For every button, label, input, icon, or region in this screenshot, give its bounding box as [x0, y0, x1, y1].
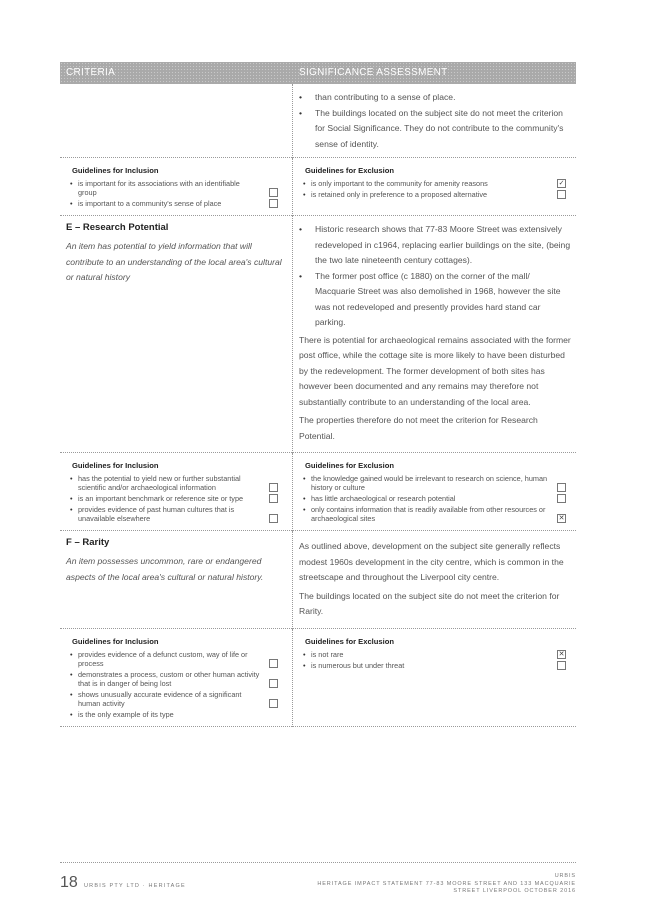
inclusion-heading: Guidelines for Inclusion: [72, 461, 159, 470]
research-criteria-cell: [60, 216, 293, 453]
criterion-title: E – Research Potential: [66, 222, 169, 233]
guideline-item: • has little archaeological or research potential: [299, 494, 572, 503]
checkbox[interactable]: [269, 514, 278, 523]
research-row: [60, 216, 576, 453]
rarity-row: [60, 531, 576, 629]
criteria-header: CRITERIA: [66, 67, 116, 78]
guideline-item: • is only important to the community for amenity reasons ✓: [299, 179, 572, 188]
checkbox[interactable]: [557, 190, 566, 199]
table-header: [60, 62, 576, 84]
rarity-guidelines-row: [60, 629, 576, 727]
criterion-description: An item possesses uncommon, rare or endangered aspects of the local area's cultural or natural history.: [66, 556, 264, 582]
guideline-item: • is retained only in preference to a proposed alternative: [299, 190, 572, 199]
social-assessment-cell: [293, 84, 576, 158]
guideline-item: • is an important benchmark or reference site or type: [66, 494, 284, 503]
guideline-item: • is not rare ✕: [299, 650, 572, 659]
social-bullets: [299, 90, 572, 152]
exclusion-heading: Guidelines for Exclusion: [305, 461, 395, 470]
research-bullets: [299, 222, 572, 331]
significance-table: [60, 62, 576, 727]
paragraph: The buildings located on the subject site do not meet the criterion for Rarity.: [299, 590, 560, 616]
checkbox[interactable]: [269, 699, 278, 708]
guideline-item: • has the potential to yield new or further substantial scientific and/or archaeological information: [66, 474, 284, 492]
checkbox[interactable]: [269, 188, 278, 197]
guideline-item: • demonstrates a process, custom or other human activity that is in danger of being lost: [66, 670, 284, 688]
checkbox[interactable]: [557, 661, 566, 670]
checkbox[interactable]: ✓: [558, 180, 565, 187]
guideline-item: • shows unusually accurate evidence of a significant human activity: [66, 690, 284, 708]
rarity-exclusion: [293, 629, 576, 727]
paragraph: There is potential for archaeological remains associated with the former post office, while the cottage site is more likely to have been disturbed by the redevelopment. The former development of both sites has however been documented and any remains may therefore not substantially contribute to an understanding of the local area.: [299, 334, 571, 407]
checkbox[interactable]: [269, 199, 278, 208]
inclusion-heading: Guidelines for Inclusion: [72, 636, 159, 646]
criterion-title: F – Rarity: [66, 537, 110, 548]
social-row: [60, 84, 576, 158]
guideline-item: • provides evidence of past human cultures that is unavailable elsewhere: [66, 505, 284, 523]
firm-name: URBIS PTY LTD · HERITAGE: [84, 883, 186, 889]
exclusion-heading: Guidelines for Exclusion: [305, 166, 395, 175]
guideline-item: • is the only example of its type: [66, 710, 284, 719]
guideline-item: • provides evidence of a defunct custom, way of life or process: [66, 650, 284, 668]
checkbox[interactable]: ✕: [558, 650, 565, 658]
rarity-assessment-cell: [293, 531, 576, 629]
guideline-item: • the knowledge gained would be irrelevant to research on science, human history or culture: [299, 474, 572, 492]
checkbox[interactable]: [269, 659, 278, 668]
social-criteria-cell: [60, 84, 293, 158]
page-footer: [60, 862, 576, 902]
guideline-item: • is numerous but under threat: [299, 661, 572, 670]
research-exclusion: [293, 453, 576, 531]
guideline-item: • is important for its associations with an identifiable group: [66, 179, 284, 197]
page-number: 18: [60, 874, 78, 891]
bullet: • Historic research shows that 77-83 Moore Street was extensively redeveloped in c1964, replacing earlier buildings on the site, (being the two late nineteenth century cottages).: [299, 222, 572, 269]
checkbox[interactable]: [269, 494, 278, 503]
social-inclusion: [60, 158, 293, 216]
criterion-description: An item has potential to yield information that will contribute to an understanding of the local area's cultural or natural history: [66, 241, 282, 282]
assessment-header: SIGNIFICANCE ASSESSMENT: [299, 67, 448, 78]
checkbox[interactable]: [557, 483, 566, 492]
guideline-item: • only contains information that is readily available from other resources or archaeological sites ✕: [299, 505, 572, 523]
exclusion-heading: Guidelines for Exclusion: [305, 636, 395, 646]
bullet: • The buildings located on the subject site do not meet the criterion for Social Significance. They do not contribute to the community's sense of identity.: [299, 106, 572, 153]
research-assessment-cell: [293, 216, 576, 453]
social-guidelines-row: [60, 158, 576, 216]
checkbox[interactable]: [269, 483, 278, 492]
report-title: URBIS HERITAGE IMPACT STATEMENT 77-83 MOORE STREET AND 133 MACQUARIE STREET LIVERPOOL OCTOBER 2016: [317, 873, 576, 894]
checkbox[interactable]: ✕: [558, 515, 565, 522]
rarity-criteria-cell: [60, 531, 293, 629]
bullet: • The former post office (c 1880) on the corner of the mall/ Macquarie Street was also demolished in 1968, however the site was not redeveloped and presently provides hard stand car parking.: [299, 269, 572, 331]
checkbox[interactable]: [269, 679, 278, 688]
rarity-inclusion: [60, 629, 293, 727]
paragraph: As outlined above, development on the subject site generally reflects modest 1960s development in the city centre, which is common in the streetscape and throughout the Liverpool city centre.: [299, 541, 564, 582]
inclusion-heading: Guidelines for Inclusion: [72, 166, 159, 175]
checkbox[interactable]: [557, 494, 566, 503]
guideline-item: • is important to a community's sense of place: [66, 199, 284, 208]
paragraph: The properties therefore do not meet the criterion for Research Potential.: [299, 415, 538, 441]
bullet: • than contributing to a sense of place.: [299, 90, 572, 106]
social-exclusion: [293, 158, 576, 216]
footer-divider: [60, 862, 576, 863]
research-guidelines-row: [60, 453, 576, 531]
research-inclusion: [60, 453, 293, 531]
